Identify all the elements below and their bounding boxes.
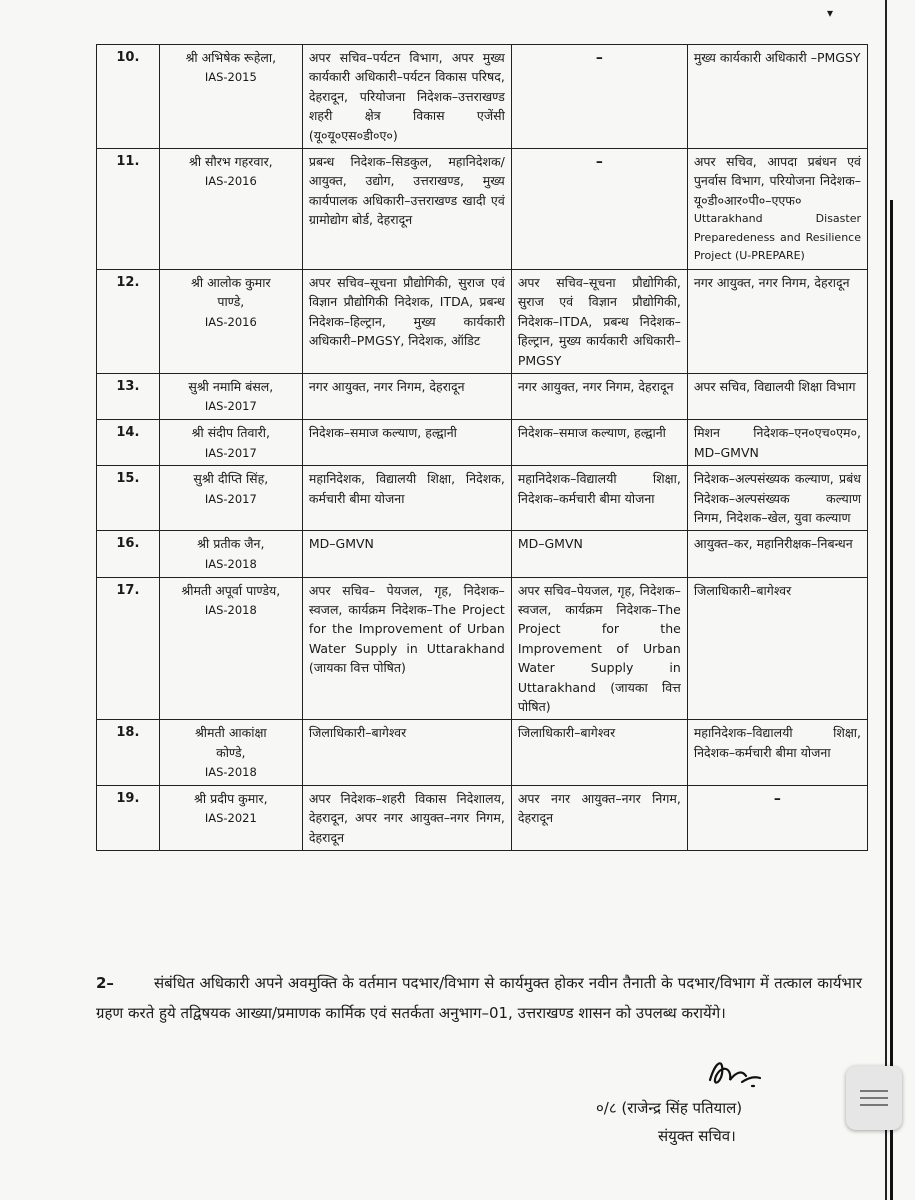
- table-row: [97, 720, 868, 786]
- serial-number: 15.: [97, 466, 160, 531]
- paragraph-number: 2–: [96, 974, 114, 992]
- new-posting-cell: [687, 720, 867, 786]
- officer-name: सुश्री नमामि बंसल,: [188, 378, 274, 394]
- retained-posting-cell: [511, 420, 687, 466]
- scroll-handle-menu-icon[interactable]: [846, 1066, 902, 1130]
- new-posting: निदेशक–अल्पसंख्यक कल्याण, प्रबंध निदेशक–अल्पसंख्यक कल्याण निगम, निदेशक–खेल, युवा कल्याण: [693, 471, 861, 526]
- retained-posting: अपर सचिव–सूचना प्रौद्योगिकी, सुराज एवं विज्ञान प्रौद्योगिकी, निदेशक–ITDA, प्रबन्ध निदेशक–हिल्ट्रान, मुख्य कार्यकारी अधिकारी–PMGSY: [517, 275, 681, 368]
- current-posting: जिलाधिकारी–बागेश्वर: [308, 725, 407, 741]
- officer-name: श्री सौरभ गहरवार,: [188, 153, 273, 169]
- serial-number: 19.: [97, 785, 160, 850]
- new-posting-cell: [687, 270, 867, 374]
- officer-name: श्री प्रतीक जैन,: [197, 536, 265, 552]
- officer-name-cell: [159, 373, 302, 419]
- serial-number: 13.: [97, 373, 160, 419]
- serial-number: 16.: [97, 531, 160, 577]
- officer-batch: IAS-2017: [204, 445, 257, 460]
- posting-table-body: [97, 45, 868, 851]
- officer-name-cell: [159, 577, 302, 720]
- retained-posting-cell: [511, 466, 687, 531]
- officer-batch: IAS-2018: [204, 765, 257, 779]
- serial-number: 18.: [97, 720, 160, 786]
- officer-name: श्रीमती आकांक्षा: [194, 725, 267, 741]
- table-row: [97, 466, 868, 531]
- current-posting: नगर आयुक्त, नगर निगम, देहरादून: [308, 378, 465, 394]
- retained-posting: जिलाधिकारी–बागेश्वर: [517, 725, 616, 741]
- officer-name-cell: [159, 420, 302, 466]
- current-posting-cell: [302, 577, 511, 720]
- retained-posting-cell: [511, 373, 687, 419]
- new-posting-cell: [687, 373, 867, 419]
- serial-number: 17.: [97, 577, 160, 720]
- current-posting: महानिदेशक, विद्यालयी शिक्षा, निदेशक, कर्मचारी बीमा योजना: [308, 471, 505, 506]
- corner-mark: ▾: [826, 6, 833, 20]
- new-posting-cell: [687, 531, 867, 577]
- officer-name: श्री संदीप तिवारी,: [191, 425, 270, 441]
- officer-name: पाण्डे,: [217, 294, 245, 310]
- new-posting-cell: [687, 466, 867, 531]
- new-posting-cell: [687, 577, 867, 720]
- officer-batch: IAS-2018: [204, 603, 257, 617]
- retained-posting-cell: [511, 45, 687, 149]
- current-posting: अपर सचिव–सूचना प्रौद्योगिकी, सुराज एवं विज्ञान प्रौद्योगिकी निदेशक, ITDA, प्रबन्ध निदेशक–हिल्ट्रान, मुख्य कार्यकारी अधिकारी–PMGSY, निदेशक, ऑडिट: [308, 275, 505, 349]
- retained-posting-cell: [511, 720, 687, 786]
- officer-batch: IAS-2015: [204, 70, 257, 85]
- new-posting-cell: [687, 785, 867, 850]
- officer-batch: IAS-2017: [204, 399, 257, 414]
- retained-posting: –: [595, 153, 603, 170]
- new-posting: अपर सचिव, विद्यालयी शिक्षा विभाग: [693, 378, 856, 394]
- officer-batch: IAS-2018: [204, 556, 257, 571]
- serial-number: 11.: [97, 148, 160, 269]
- instruction-paragraph: [96, 968, 862, 1028]
- officer-name: कोण्डे,: [216, 744, 246, 760]
- officer-name-cell: [159, 148, 302, 269]
- new-posting-cell: [687, 148, 867, 269]
- officer-name-cell: [159, 720, 302, 786]
- new-posting-cell: [687, 45, 867, 149]
- signature-block: [596, 1094, 836, 1150]
- table-row: [97, 531, 868, 577]
- current-posting: अपर सचिव– पेयजल, गृह, निदेशक–स्वजल, कार्यक्रम निदेशक–The Project for the Improvement of Urban Water Supply in Uttarakhand (जायका वित्त पोषित): [308, 582, 505, 676]
- new-posting-english: Uttarakhand Disaster Preparedeness and Resilience Project (U-PREPARE): [693, 212, 861, 263]
- officer-batch: IAS-2017: [204, 491, 257, 506]
- retained-posting-cell: [511, 531, 687, 577]
- new-posting: आयुक्त–कर, महानिरीक्षक–निबन्धन: [693, 536, 853, 552]
- serial-number: 12.: [97, 270, 160, 374]
- officer-name: श्री अभिषेक रूहेला,: [185, 50, 277, 65]
- current-posting-cell: [302, 785, 511, 850]
- posting-table: [96, 44, 868, 851]
- table-row: [97, 785, 868, 850]
- current-posting: अपर सचिव–पर्यटन विभाग, अपर मुख्य कार्यकारी अधिकारी–पर्यटन विकास परिषद, देहरादून, परियोजना निदेशक–उत्तराखण्ड शहरी क्षेत्र विकास एजेंसी (यू०यू०एस०डी०ए०): [308, 50, 505, 143]
- current-posting-cell: [302, 531, 511, 577]
- new-posting: –: [773, 790, 781, 807]
- retained-posting-cell: [511, 577, 687, 720]
- current-posting-cell: [302, 466, 511, 531]
- retained-posting-cell: [511, 785, 687, 850]
- officer-name: सुश्री दीप्ति सिंह,: [193, 471, 269, 487]
- table-row: [97, 148, 868, 269]
- officer-name-cell: [159, 531, 302, 577]
- retained-posting: महानिदेशक–विद्यालयी शिक्षा, निदेशक–कर्मचारी बीमा योजना: [517, 471, 681, 506]
- current-posting: अपर निदेशक–शहरी विकास निदेशालय, देहरादून, अपर नगर आयुक्त–नगर निगम, देहरादून: [308, 790, 505, 845]
- table-row: [97, 373, 868, 419]
- current-posting-cell: [302, 373, 511, 419]
- table-row: [97, 420, 868, 466]
- officer-name: श्री आलोक कुमार: [191, 275, 271, 291]
- serial-number: 10.: [97, 45, 160, 149]
- officer-name-cell: [159, 45, 302, 149]
- signatory-name: ०/८ (राजेन्द्र सिंह पतियाल): [596, 1099, 743, 1117]
- officer-name-cell: [159, 270, 302, 374]
- current-posting-cell: [302, 420, 511, 466]
- retained-posting: MD–GMVN: [517, 536, 583, 552]
- current-posting: MD–GMVN: [308, 536, 374, 552]
- new-posting: मिशन निदेशक–एन०एच०एम०, MD–GMVN: [693, 425, 861, 460]
- serial-number: 14.: [97, 420, 160, 466]
- table-row: [97, 270, 868, 374]
- new-posting: जिलाधिकारी–बागेश्वर: [693, 582, 792, 598]
- retained-posting-cell: [511, 148, 687, 269]
- retained-posting: अपर सचिव–पेयजल, गृह, निदेशक–स्वजल, कार्यक्रम निदेशक–The Project for the Improvement of Urban Water Supply in Uttarakhand (जायका वित्त पोषित): [517, 582, 681, 714]
- new-posting: नगर आयुक्त, नगर निगम, देहरादून: [693, 275, 850, 291]
- current-posting-cell: [302, 45, 511, 149]
- page-right-edge: [885, 0, 887, 1200]
- officer-batch: IAS-2016: [204, 174, 257, 189]
- officer-name: श्रीमती अपूर्वा पाण्डेय,: [181, 582, 281, 598]
- officer-batch: IAS-2016: [204, 314, 257, 329]
- current-posting-cell: [302, 270, 511, 374]
- current-posting: प्रबन्ध निदेशक–सिडकुल, महानिदेशक/आयुक्त, उद्योग, उत्तराखण्ड, मुख्य कार्यपालक अधिकारी–उत्तराखण्ड खादी एवं ग्रामोद्योग बोर्ड, देहरादून: [308, 153, 505, 227]
- table-row: [97, 577, 868, 720]
- officer-name: श्री प्रदीप कुमार,: [194, 790, 268, 806]
- retained-posting: नगर आयुक्त, नगर निगम, देहरादून: [517, 378, 674, 394]
- handwritten-signature: [702, 1050, 772, 1092]
- current-posting-cell: [302, 148, 511, 269]
- retained-posting-cell: [511, 270, 687, 374]
- current-posting-cell: [302, 720, 511, 786]
- officer-name-cell: [159, 466, 302, 531]
- signatory-designation: संयुक्त सचिव।: [658, 1127, 736, 1145]
- new-posting-cell: [687, 420, 867, 466]
- current-posting: निदेशक–समाज कल्याण, हल्द्वानी: [308, 425, 457, 441]
- retained-posting: निदेशक–समाज कल्याण, हल्द्वानी: [517, 425, 666, 441]
- page-right-edge-shadow: [890, 200, 893, 1200]
- retained-posting: अपर नगर आयुक्त–नगर निगम, देहरादून: [517, 790, 681, 826]
- officer-batch: IAS-2021: [204, 811, 257, 826]
- new-posting: महानिदेशक–विद्यालयी शिक्षा, निदेशक–कर्मचारी बीमा योजना: [693, 725, 861, 760]
- table-row: [97, 45, 868, 149]
- new-posting: मुख्य कार्यकारी अधिकारी –PMGSY: [693, 50, 861, 65]
- retained-posting: –: [595, 50, 603, 66]
- new-posting: अपर सचिव, आपदा प्रबंधन एवं पुनर्वास विभाग, परियोजना निदेशक–यू०डी०आर०पी०–एएफ०: [693, 153, 861, 208]
- paragraph-text: संबंधित अधिकारी अपने अवमुक्ति के वर्तमान पदभार/विभाग से कार्यमुक्त होकर नवीन तैनाती के पदभार/विभाग में तत्काल कार्यभार ग्रहण करते हुये तद्विषयक आख्या/प्रमाणक कार्मिक एवं सतर्कता अनुभाग–01, उत्तराखण्ड शासन को उपलब्ध करायेंगे।: [96, 974, 862, 1022]
- officer-name-cell: [159, 785, 302, 850]
